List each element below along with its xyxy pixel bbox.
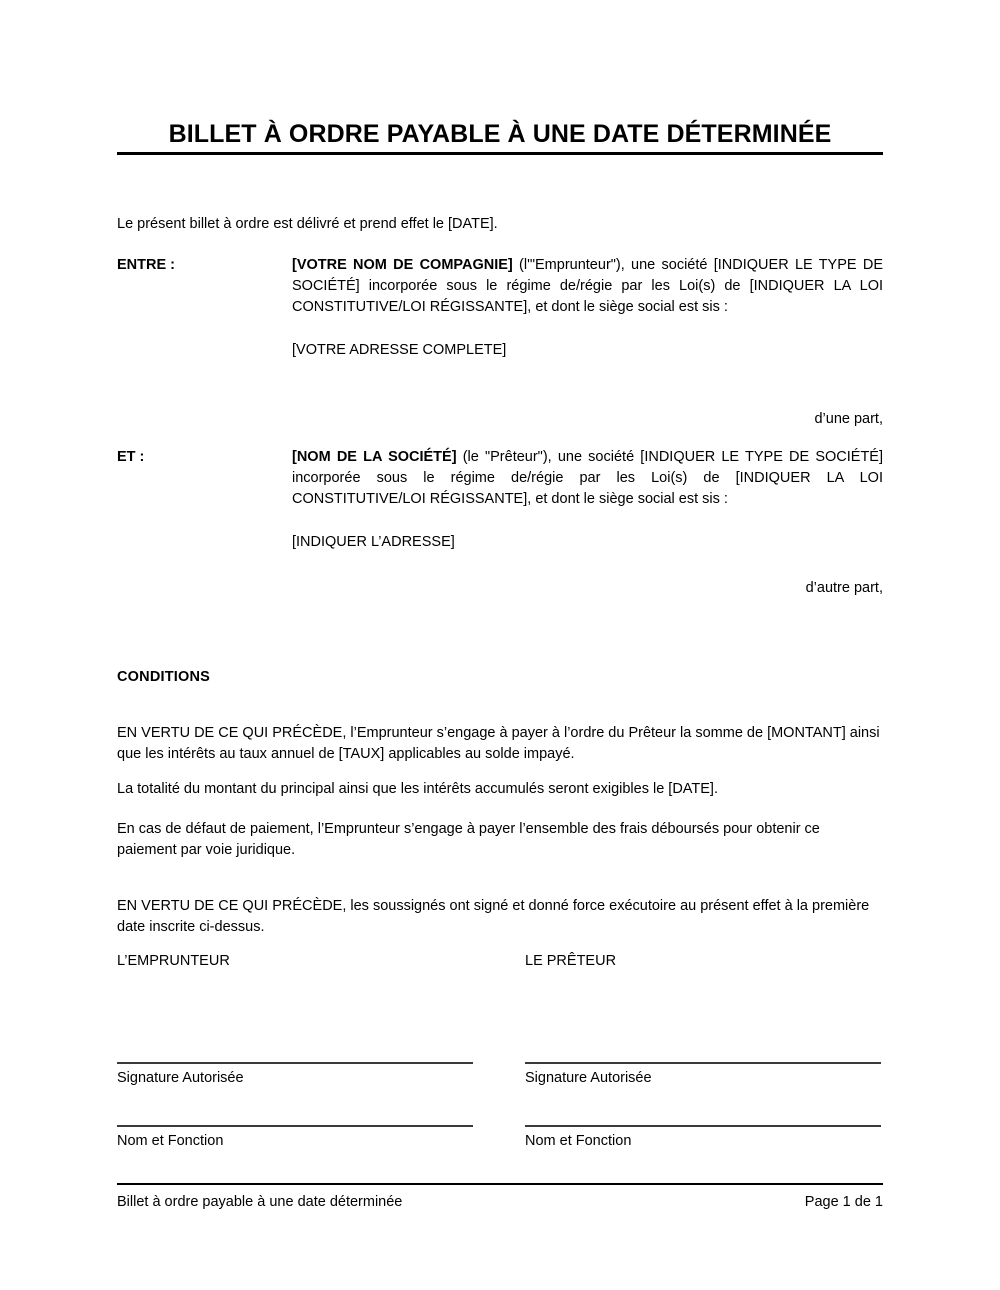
- conditions-paragraph-3: En cas de défaut de paiement, l’Emprunteur s’engage à payer l’ensemble des frais déboursés pour obtenir ce paiement par voie juridique.: [117, 820, 820, 858]
- party-address-borrower: [VOTRE ADRESSE COMPLETE]: [292, 342, 507, 359]
- party-description-lender: (le "Prêteur"), une société [INDIQUER LE TYPE DE SOCIÉTÉ] incorporée sous le régime de/régie par les Loi(s) de [INDIQUER LA LOI CONSTITUTIVE/LOI RÉGISSANTE], et dont le siège social est sis :: [292, 449, 884, 508]
- signature-title-lender: LE PRÊTEUR: [525, 953, 617, 969]
- party-name-borrower: [VOTRE NOM DE COMPAGNIE]: [292, 257, 513, 273]
- signature-caption-lender: Signature Autorisée: [525, 1070, 652, 1087]
- name-caption-lender: Nom et Fonction: [525, 1133, 632, 1150]
- conditions-paragraph-4: EN VERTU DE CE QUI PRÉCÈDE, les soussignés ont signé et donné force exécutoire au présent effet à la première date inscrite ci-dessus.: [117, 897, 870, 935]
- document-page: [117, 0, 883, 1290]
- intro-paragraph: Le présent billet à ordre est délivré et prend effet le [DATE].: [117, 215, 498, 232]
- party-label-lender: ET :: [117, 449, 145, 465]
- party-block-borrower: [117, 255, 883, 361]
- conditions-paragraph-2: La totalité du montant du principal ainsi que les intérêts accumulés seront exigibles le [DATE].: [117, 780, 718, 797]
- party-name-lender: [NOM DE LA SOCIÉTÉ]: [292, 449, 457, 465]
- closing-line-borrower: d’une part,: [814, 411, 883, 427]
- party-address-lender: [INDIQUER L’ADRESSE]: [292, 534, 455, 551]
- footer-page-number: Page 1 de 1: [804, 1194, 883, 1210]
- party-body-borrower: [292, 255, 883, 361]
- page-footer: [117, 1192, 883, 1213]
- party-label-borrower: ENTRE :: [117, 257, 175, 273]
- conditions-paragraph-1: EN VERTU DE CE QUI PRÉCÈDE, l’Emprunteur s’engage à payer à l’ordre du Prêteur la somme de [MONTANT] ainsi que les intérêts au taux annuel de [TAUX] applicables au solde impayé.: [117, 724, 880, 762]
- signature-block-lender: [525, 951, 881, 1152]
- signature-caption-borrower: Signature Autorisée: [117, 1070, 244, 1087]
- signature-block-borrower: [117, 951, 473, 1152]
- closing-line-lender: d’autre part,: [805, 580, 883, 596]
- footer-divider: [117, 1183, 883, 1185]
- party-description-borrower: (l'"Emprunteur"), une société [INDIQUER LE TYPE DE SOCIÉTÉ] incorporée sous le régime de/régie par les Loi(s) de [INDIQUER LA LOI CONSTITUTIVE/LOI RÉGISSANTE], et dont le siège social est sis :: [292, 257, 883, 316]
- signature-title-borrower: L’EMPRUNTEUR: [117, 953, 230, 969]
- page-title: BILLET À ORDRE PAYABLE À UNE DATE DÉTERMINÉE: [168, 119, 832, 148]
- party-block-lender: [117, 447, 883, 553]
- party-body-lender: [292, 447, 883, 553]
- footer-document-name: Billet à ordre payable à une date déterminée: [117, 1194, 403, 1210]
- conditions-heading: CONDITIONS: [117, 669, 211, 685]
- party-row-lender: [117, 447, 883, 553]
- party-row-borrower: [117, 255, 883, 361]
- title-divider: [117, 152, 883, 155]
- name-caption-borrower: Nom et Fonction: [117, 1133, 224, 1150]
